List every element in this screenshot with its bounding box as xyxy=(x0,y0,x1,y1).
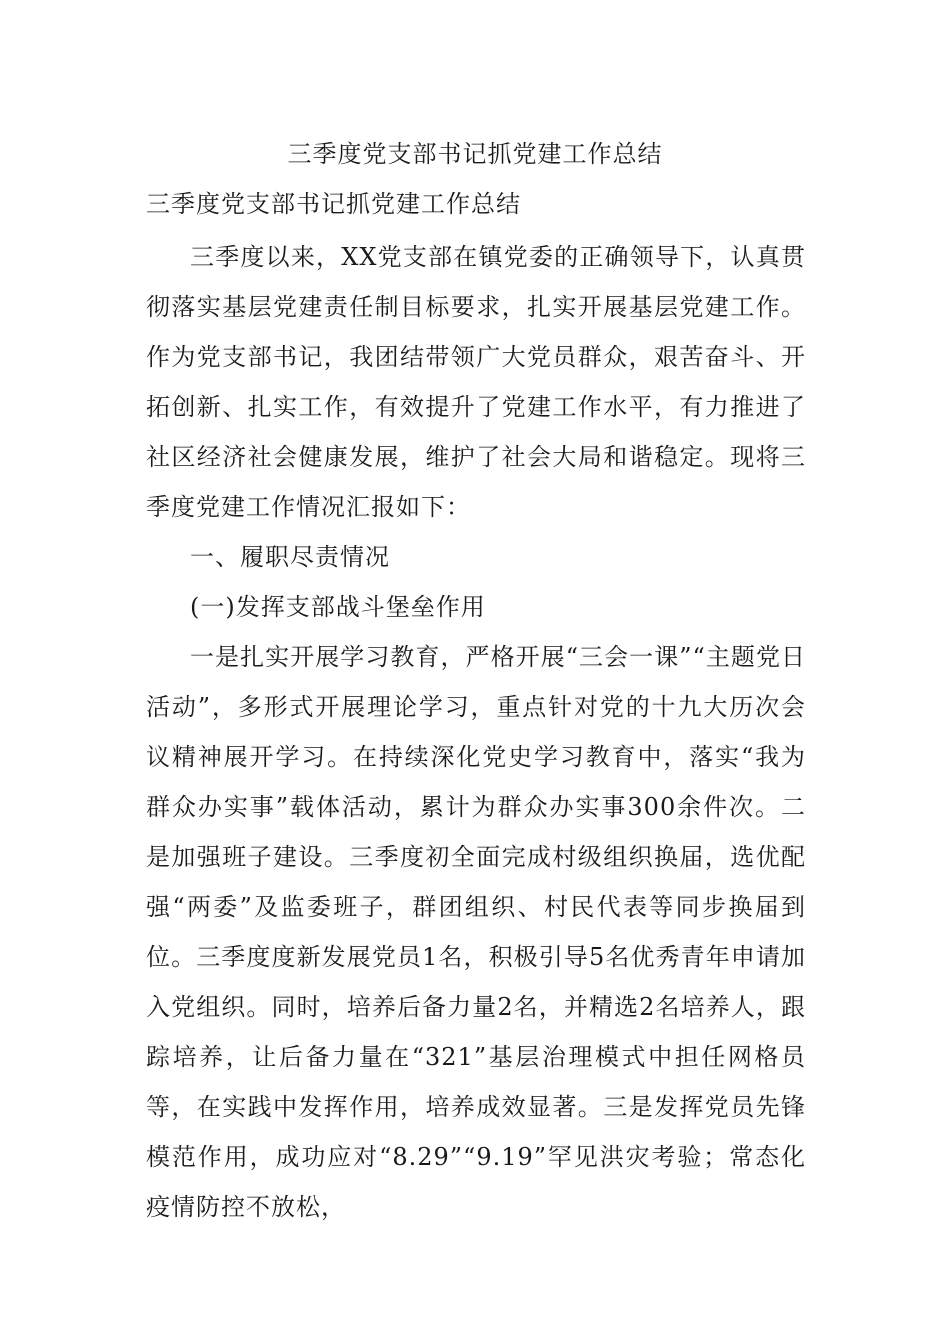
document-title: 三季度党支部书记抓党建工作总结 xyxy=(287,140,663,168)
document-body xyxy=(146,232,806,1232)
intro-paragraph: 三季度以来，XX党支部在镇党委的正确领导下，认真贯彻落实基层党建责任制目标要求，扎实开展基层党建工作。作为党支部书记，我团结带领广大党员群众，艰苦奋斗、开拓创新、扎实工作，有效提升了党建工作水平，有力推进了社区经济社会健康发展，维护了社会大局和谐稳定。现将三季度党建工作情况汇报如下： xyxy=(146,243,806,521)
subsection-heading: (一)发挥支部战斗堡垒作用 xyxy=(190,593,486,621)
section-heading: 一、履职尽责情况 xyxy=(190,543,390,571)
body-paragraph: 一是扎实开展学习教育，严格开展“三会一课”“主题党日活动”，多形式开展理论学习，重点针对党的十九大历次会议精神展开学习。在持续深化党史学习教育中，落实“我为群众办实事”载体活动，累计为群众办实事300余件次。二是加强班子建设。三季度初全面完成村级组织换届，选优配强“两委”及监委班子，群团组织、村民代表等同步换届到位。三季度度新发展党员1名，积极引导5名优秀青年申请加入党组织。同时，培养后备力量2名，并精选2名培养人，跟踪培养，让后备力量在“321”基层治理模式中担任网格员等，在实践中发挥作用，培养成效显著。三是发挥党员先锋模范作用，成功应对“8.29”“9.19”罕见洪灾考验；常态化疫情防控不放松， xyxy=(146,643,806,1221)
document-subtitle: 三季度党支部书记抓党建工作总结 xyxy=(146,190,521,218)
